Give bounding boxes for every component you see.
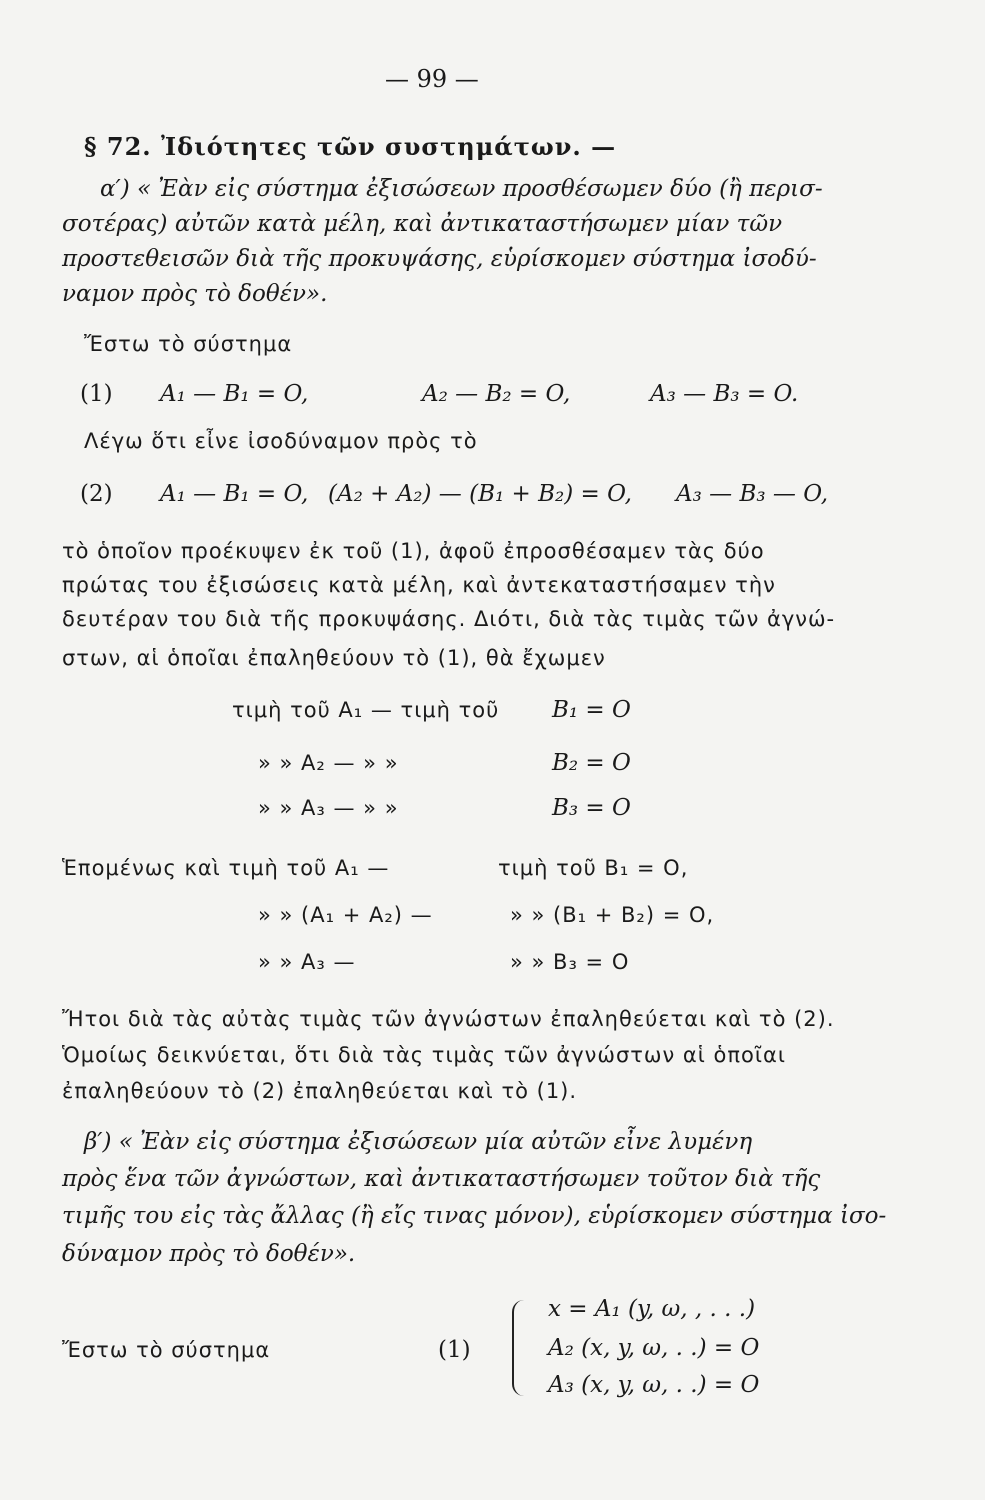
para1-line-2: πρώτας του ἐξισώσεις κατὰ μέλη, καὶ ἀντεκαταστήσαμεν τὴν bbox=[62, 573, 776, 597]
hence-row-1-left: Ἑπομένως καὶ τιμὴ τοῦ A₁ — bbox=[62, 856, 390, 880]
esto-text-2: Ἔστω τὸ σύστημα bbox=[62, 1338, 271, 1362]
value-row-3-right: B₃ = O bbox=[552, 795, 631, 821]
value-row-2-left: » » A₂ — » » bbox=[258, 751, 399, 775]
system-brace bbox=[512, 1300, 526, 1396]
system2-eq3: A₃ — B₃ — O, bbox=[676, 481, 829, 507]
hence-row-1-right: τιμὴ τοῦ B₁ = O, bbox=[498, 856, 689, 880]
beta-line-1: β′) « Ἐὰν εἰς σύστημα ἐξισώσεων μία αὐτῶν εἶνε λυμένη bbox=[84, 1129, 753, 1155]
system2-eq1: A₁ — B₁ = O, bbox=[160, 481, 309, 507]
system2-eq2: (A₂ + A₂) — (B₁ + B₂) = O, bbox=[328, 481, 632, 507]
beta-line-2: πρὸς ἕνα τῶν ἀγνώστων, καὶ ἀντικαταστήσωμεν τοῦτον διὰ τῆς bbox=[62, 1166, 821, 1192]
system3-eq2: A₂ (x, y, ω, . .) = O bbox=[548, 1335, 760, 1361]
para2-line-2: Ὁμοίως δεικνύεται, ὅτι διὰ τὰς τιμὰς τῶν ἀγνώστων αἱ ὁποῖαι bbox=[62, 1043, 786, 1067]
para2-line-3: ἐπαληθεύουν τὸ (2) ἐπαληθεύεται καὶ τὸ (1). bbox=[62, 1079, 578, 1103]
system1-label: (1) bbox=[80, 381, 113, 407]
beta-line-4: δύναμον πρὸς τὸ δοθέν». bbox=[62, 1241, 356, 1267]
system1-eq2: A₂ — B₂ = O, bbox=[422, 381, 571, 407]
system1-eq3: A₃ — B₃ = O. bbox=[650, 381, 799, 407]
value-row-3-left: » » A₃ — » » bbox=[258, 796, 399, 820]
system3-label: (1) bbox=[438, 1337, 471, 1363]
system1-eq1: A₁ — B₁ = O, bbox=[160, 381, 309, 407]
value-row-1-right: B₁ = O bbox=[552, 697, 631, 723]
hence-row-2-left: » » (A₁ + A₂) — bbox=[258, 903, 433, 927]
alpha-line-4: ναμον πρὸς τὸ δοθέν». bbox=[62, 281, 328, 307]
para1-line-1: τὸ ὁποῖον προέκυψεν ἐκ τοῦ (1), ἀφοῦ ἐπροσθέσαμεν τὰς δύο bbox=[62, 539, 765, 563]
alpha-line-1: α′) « Ἐὰν εἰς σύστημα ἐξισώσεων προσθέσωμεν δύο (ἢ περισ- bbox=[100, 176, 823, 202]
hence-row-3-right: » » B₃ = O bbox=[510, 950, 630, 974]
section-heading: § 72. Ἰδιότητες τῶν συστημάτων. — bbox=[84, 132, 617, 161]
hence-row-2-right: » » (B₁ + B₂) = O, bbox=[510, 903, 715, 927]
para1-line-4: στων, αἱ ὁποῖαι ἐπαληθεύουν τὸ (1), θὰ ἔχωμεν bbox=[62, 646, 606, 670]
value-row-1-left: τιμὴ τοῦ A₁ — τιμὴ τοῦ bbox=[232, 698, 500, 722]
page-number: — 99 — bbox=[385, 65, 479, 93]
alpha-line-2: σοτέρας) αὐτῶν κατὰ μέλη, καὶ ἀντικαταστήσωμεν μίαν τῶν bbox=[62, 211, 783, 237]
alpha-line-3: προστεθεισῶν διὰ τῆς προκυψάσης, εὑρίσκομεν σύστημα ἰσοδύ- bbox=[62, 246, 817, 272]
system2-label: (2) bbox=[80, 481, 113, 507]
esto-text-1: Ἔστω τὸ σύστημα bbox=[84, 332, 293, 356]
system3-eq3: A₃ (x, y, ω, . .) = O bbox=[548, 1372, 760, 1398]
system3-eq1: x = A₁ (y, ω, , . . .) bbox=[548, 1296, 756, 1322]
para2-line-1: Ἤτοι διὰ τὰς αὐτὰς τιμὰς τῶν ἀγνώστων ἐπαληθεύεται καὶ τὸ (2). bbox=[62, 1007, 835, 1031]
value-row-2-right: B₂ = O bbox=[552, 750, 631, 776]
para1-line-3: δευτέραν του διὰ τῆς προκυψάσης. Διότι, διὰ τὰς τιμὰς τῶν ἀγνώ- bbox=[62, 607, 836, 631]
hence-row-3-left: » » A₃ — bbox=[258, 950, 356, 974]
beta-line-3: τιμῆς του εἰς τὰς ἄλλας (ἢ εἴς τινας μόνον), εὑρίσκομεν σύστημα ἰσο- bbox=[62, 1203, 887, 1229]
lego-text: Λέγω ὅτι εἶνε ἰσοδύναμον πρὸς τὸ bbox=[84, 429, 478, 453]
